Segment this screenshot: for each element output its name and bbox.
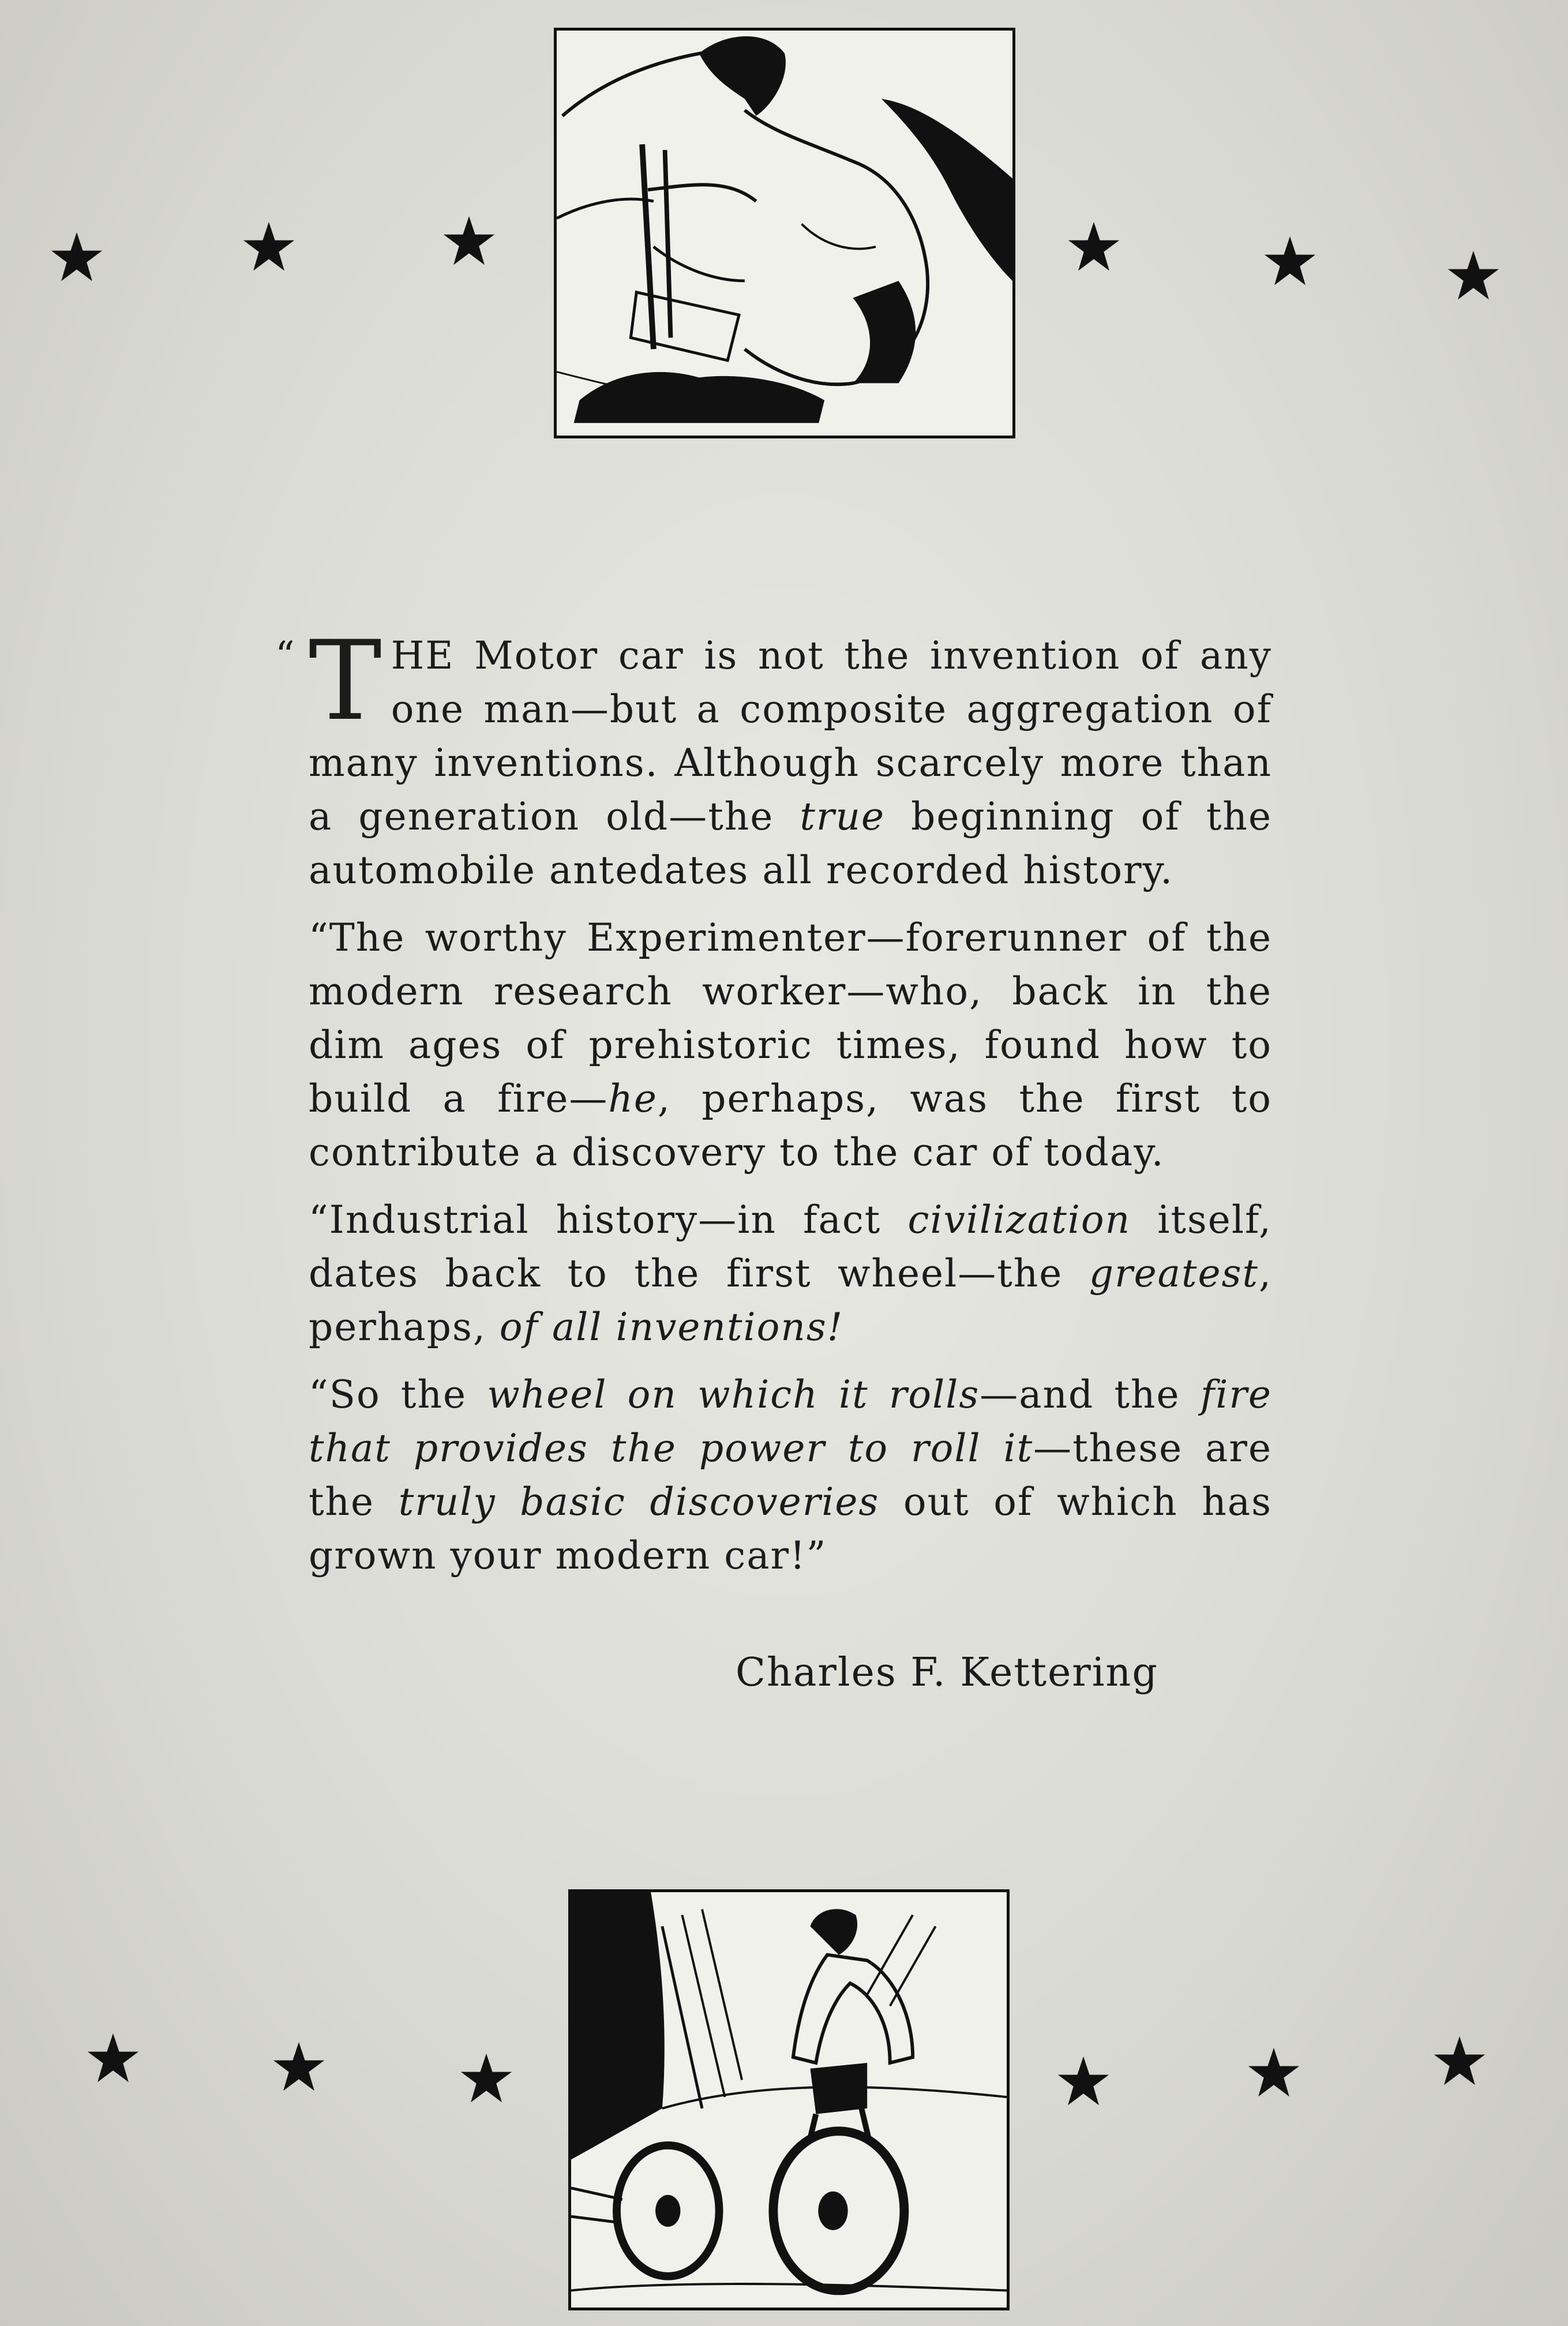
quote-block [275, 617, 1273, 1596]
quote-text: “The worthy Experimenter—forerunner of the modern research worker—who, back in the dim ages of prehistoric times, found how to build a fire— [309, 916, 1272, 1121]
quote-text: itself, dates back to the first wheel—the [309, 1198, 1272, 1296]
star-icon [85, 2031, 141, 2086]
quote-text: —these are the [309, 1426, 1273, 1524]
opening-quote-mark: “ [275, 633, 296, 678]
quote-paragraph-4 [309, 1368, 1272, 1582]
quote-emphasis: civilization [907, 1198, 1131, 1242]
quote-emphasis: of all inventions! [499, 1305, 844, 1349]
fire-maker-illustration [554, 28, 1015, 438]
star-icon [1066, 219, 1121, 275]
quote-emphasis: he [608, 1076, 658, 1121]
quote-text: “So the [309, 1372, 487, 1417]
quote-emphasis: truly basic discoveries [398, 1480, 880, 1524]
quote-text: , perhaps, was the first to contribute a discovery to the car of today. [309, 1076, 1272, 1175]
star-icon [459, 2051, 514, 2106]
quote-emphasis: wheel on which it rolls [487, 1372, 980, 1417]
quote-text: out of which has grown your modern car!” [309, 1480, 1272, 1578]
quote-emphasis: true [800, 794, 886, 839]
wheel-pusher-illustration [568, 1889, 1010, 2310]
star-icon [49, 230, 104, 285]
signature: Charles F. Kettering [736, 1650, 1158, 1695]
star-icon [1056, 2054, 1111, 2109]
quote-text: , perhaps, [309, 1251, 1272, 1349]
star-icon [441, 213, 497, 269]
drop-cap: T [309, 617, 383, 745]
star-icon [1262, 234, 1318, 289]
star-icon [1432, 2034, 1487, 2089]
star-icon [1446, 248, 1501, 303]
star-icon [241, 219, 297, 275]
quote-emphasis: greatest [1089, 1251, 1259, 1296]
quote-paragraph-1 [309, 617, 1272, 897]
quote-text: “Industrial history—in fact [309, 1198, 908, 1242]
quote-text: —and the [980, 1372, 1201, 1417]
quote-text: beginning of the automobile antedates all recorded history. [309, 794, 1272, 892]
quote-paragraph-3 [309, 1193, 1272, 1354]
quote-emphasis: fire that provides the power to roll it [309, 1372, 1272, 1470]
star-icon [1246, 2045, 1301, 2100]
quote-paragraph-2 [309, 911, 1272, 1179]
star-icon [271, 2039, 327, 2095]
quote-text: HE Motor car is not the invention of any one man—but a composite aggregation of many inventions. Although scarcely more than a generation old—the [309, 633, 1272, 839]
